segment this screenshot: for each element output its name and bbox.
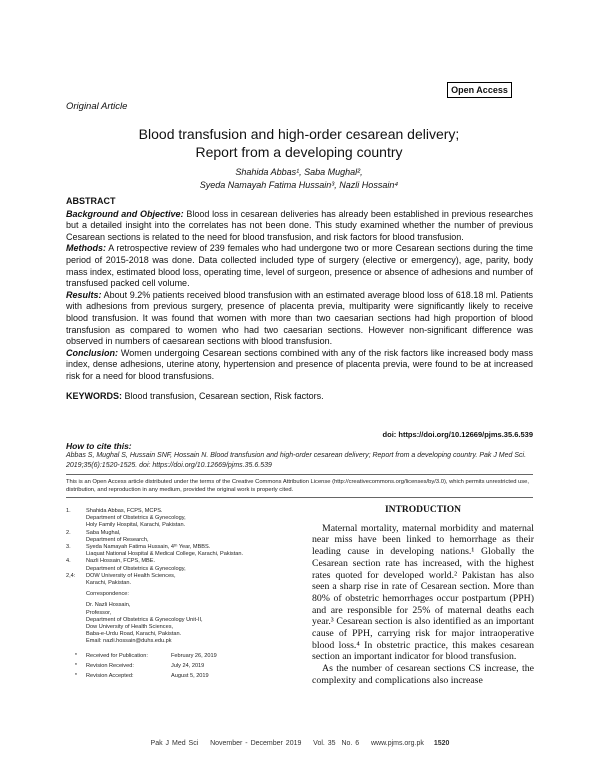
affiliation-text: Nazli Hossain, FCPS, MBE. Department of Obstetrics & Gynecology, <box>86 558 186 572</box>
date-value: July 24, 2019 <box>171 662 205 669</box>
abstract-methods <box>66 243 533 289</box>
paper-title <box>66 125 532 161</box>
page-footer <box>0 740 600 747</box>
abstract-background <box>66 209 533 244</box>
author-list <box>66 166 532 192</box>
abstract-conclusion <box>66 348 533 383</box>
correspondence-text: Dr. Nazli Hossain, Professor, Department of Obstetrics & Gynecology Unit-II, Dow University of Health Sciences, Baba-e-Urdu Road, Karachi, Pakistan. Email: nazli.hossain@duhs.edu.pk <box>86 602 203 645</box>
abstract-heading: ABSTRACT <box>66 196 116 206</box>
affiliation-item <box>66 558 306 572</box>
introduction-paragraph-1: Maternal mortality, maternal morbidity and maternal near miss have been linked to hemorrhage as their leading cause in developing nations.¹ Globally the Cesarean section rate has increased, with the highest rates quoted for developed world.² Pakistan has also seen a sharp rise in rate of Cesarean section. More than 80% of obstetric hemorrhages occur postpartum (PPH) and are responsible for 25% of maternal deaths each year.³ Cesarean section is also identified as an important cause of PPH, carrying risk for major intraoperative blood loss.⁴ In obstetric practice, this makes cesarean section an important indicator for blood transfusion. <box>312 522 534 663</box>
conclusion-text: Women undergoing Cesarean sections combined with any of the risk factors like increased body mass index, dense adhesions, uterine atony, hypertension and presence of placenta previa, were found to be at increased risk for a need for blood transfusions. <box>66 347 533 381</box>
open-access-badge: Open Access <box>447 82 512 98</box>
divider <box>66 474 533 475</box>
publication-dates <box>66 653 306 681</box>
affiliation-number: 4. <box>66 558 71 565</box>
divider <box>66 497 533 498</box>
introduction-heading: INTRODUCTION <box>384 505 461 515</box>
date-bullet: * <box>74 673 78 680</box>
affiliation-text: Saba Mughal, Department of Research, <box>86 529 149 543</box>
keywords-label: KEYWORDS: <box>66 390 122 401</box>
date-row <box>66 653 306 660</box>
affiliation-item <box>66 544 306 558</box>
keywords-text: Blood transfusion, Cesarean section, Risk factors. <box>122 390 324 401</box>
affiliation-text: Shahida Abbas, FCPS, MCPS. Department of Obstetrics & Gynecology, Holy Family Hospital, Karachi, Pakistan. <box>86 508 186 529</box>
authors-line-1: Shahida Abbas¹, Saba Mughal², <box>235 167 363 177</box>
license-text: This is an Open Access article distributed under the terms of the Creative Commons Attribution License (http://creativecommons.org/licenses/by/3.0), which permits unrestricted use, distribution, and reproduction in any medium, provided the original work is properly cited. <box>66 479 529 493</box>
affiliation-number: 1. <box>66 508 71 514</box>
introduction-section <box>312 505 534 687</box>
date-value: August 5, 2019 <box>171 673 209 680</box>
affiliations <box>66 508 306 683</box>
results-label: Results: <box>66 289 102 300</box>
date-row <box>66 663 306 670</box>
date-bullet: * <box>74 662 78 669</box>
correspondence-heading: Correspondence: <box>86 591 129 598</box>
affiliation-item <box>66 508 306 530</box>
abstract <box>66 196 533 402</box>
date-label: Revision Received: <box>86 662 134 669</box>
date-label: Received for Publication: <box>86 652 148 659</box>
affiliation-number: 2,4: <box>66 572 76 579</box>
citation-heading: How to cite this: <box>66 441 132 451</box>
methods-label: Methods: <box>66 243 106 254</box>
date-value: February 26, 2019 <box>171 652 217 659</box>
title-line-1: Blood transfusion and high-order cesarean delivery; <box>138 126 460 142</box>
title-line-2: Report from a developing country <box>195 144 403 160</box>
affiliation-text: DOW University of Health Sciences, Karachi, Pakistan. <box>86 572 176 587</box>
affiliation-item <box>66 573 306 587</box>
date-row <box>66 673 306 680</box>
conclusion-label: Conclusion: <box>66 347 118 358</box>
affiliation-number: 3. <box>66 544 71 551</box>
article-type: Original Article <box>66 101 128 112</box>
journal-footer-text: Pak J Med Sci November - December 2019 Vol. 35 No. 6 www.pjms.org.pk <box>150 740 424 747</box>
methods-text: A retrospective review of 239 females who had undergone two or more Cesarean sections during the time period of 2015-2018 was done. Data collected included type of surgery (elective or emergency), age, parity, body mass index, estimated blood loss, operating time, level of surgeon, presence or absence of adhesions and number of transfused packed cell volume. <box>66 243 533 289</box>
background-text: Blood loss in cesarean deliveries has already been established in previous researches but a detailed insight into the correlates has not been done. This study examined whether the number of previous Cesarean sections is related to the need for blood transfusion, and risk factors for blood transfusion. <box>66 208 533 242</box>
citation-text: Abbas S, Mughal S, Hussain SNF, Hossain N. Blood transfusion and high-order cesarean delivery; Report from a developing country. Pak J Med Sci. 2019;35(6):1520-1525. doi: https://doi.org/10.12669/pjms.35.6.539 <box>66 452 527 469</box>
results-text: About 9.2% patients received blood transfusion with an estimated average blood loss of 618.18 ml. Patients with adhesions from previous surgery, presence of placenta previa, multiparity were significantly likely to receive blood transfusion. It was found that women with more than two caesarian sections had high proportion of blood transfusion as compared to women who had two caesarian sections. However non-significant difference was observed in numbers of caesarean sections with blood transfusion. <box>66 289 533 347</box>
date-label: Revision Accepted: <box>86 673 134 680</box>
keywords <box>66 391 533 403</box>
page-number: 1520 <box>433 740 450 747</box>
authors-line-2: Syeda Namayah Fatima Hussain³, Nazli Hossain⁴ <box>199 180 399 190</box>
background-label: Background and Objective: <box>66 208 184 219</box>
affiliation-text: Syeda Namayah Fatima Hussain, 4ᵗʰ Year, MBBS. Liaquat National Hospital & Medical College, Karachi, Pakistan. <box>86 544 244 558</box>
abstract-results <box>66 290 533 348</box>
doi-link[interactable]: doi: https://doi.org/10.12669/pjms.35.6.539 <box>382 430 533 439</box>
date-bullet: * <box>74 652 78 659</box>
affiliation-item <box>66 530 306 544</box>
introduction-paragraph-2: As the number of cesarean sections CS increase, the complexity and complications also increase <box>312 663 534 686</box>
affiliation-list <box>66 508 306 587</box>
affiliation-number: 2. <box>66 529 71 536</box>
